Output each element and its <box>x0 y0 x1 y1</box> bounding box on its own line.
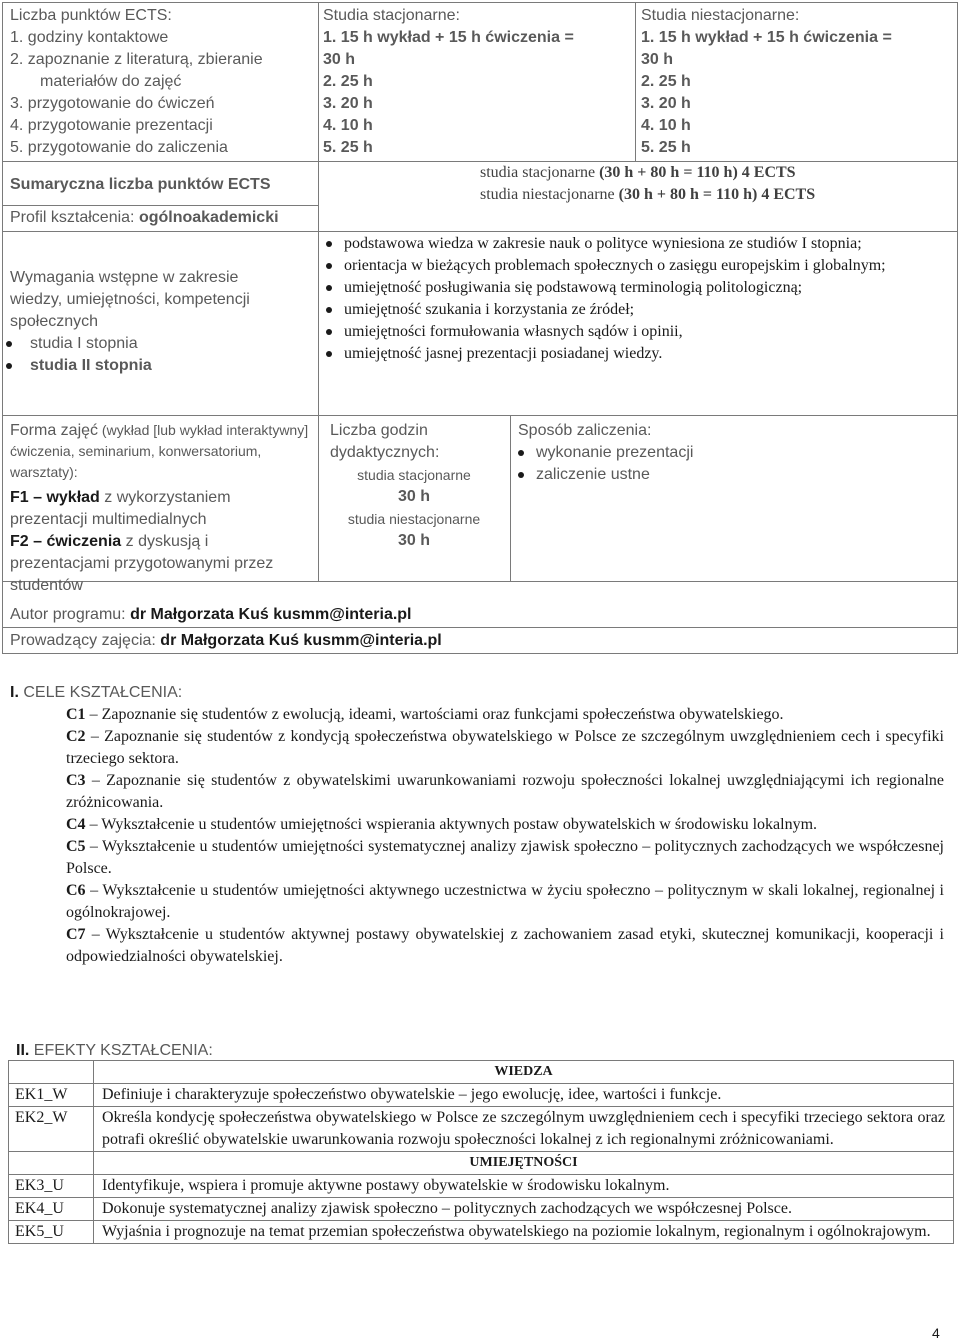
forma-zajec <box>10 420 310 597</box>
hours-item: 30 h <box>323 51 356 68</box>
zaliczenie-item: zaliczenie ustne <box>514 464 954 486</box>
niestacjonarne-title: Studia niestacjonarne: <box>641 7 800 24</box>
sum-label: Sumaryczna liczba punktów ECTS <box>10 176 271 193</box>
level-item: studia II stopnia <box>2 355 310 377</box>
stacjonarne-title: Studia stacjonarne: <box>323 7 460 24</box>
hours-item: 3. 20 h <box>323 95 373 112</box>
hours-item: 3. 20 h <box>641 95 691 112</box>
stacjonarne-hours <box>323 5 633 159</box>
profil-label: Profil kształcenia: <box>10 209 139 226</box>
forma-desc: Forma zajęć (wykład [lub wykład interaktywny] ćwiczenia, seminarium, konwersatorium, warsztaty): <box>10 422 309 480</box>
table-row <box>9 1198 954 1221</box>
study-levels <box>2 333 310 377</box>
autor: Autor programu: dr Małgorzata Kuś kusmm@interia.pl <box>10 606 412 623</box>
table-row <box>9 1175 954 1198</box>
table-row <box>9 1221 954 1244</box>
profil <box>10 207 279 229</box>
sum-values <box>480 162 950 206</box>
hours-item: 4. 10 h <box>323 117 373 134</box>
requirement-item: umiejętności formułowania własnych sądów i opinii, <box>322 321 948 343</box>
effect-text: Określa kondycję społeczeństwa obywatelskiego w Polsce ze szczególnym uwzględnieniem cech i specyfiki trzeciego sektora oraz potrafi określić obywatelskie uwarunkowania rozwoju społeczności lokalnej z ich regionalnymi zróżnicowaniami. <box>94 1107 954 1152</box>
godziny-stac-value: 30 h <box>397 488 430 505</box>
cele-list <box>66 704 944 968</box>
zaliczenie <box>514 420 954 486</box>
godziny-niestac-value: 30 h <box>397 532 430 549</box>
profil-value: ogólnoakademicki <box>138 209 279 226</box>
ects-section <box>10 5 315 159</box>
hours-item: 5. 25 h <box>323 139 373 156</box>
forma-f2: F2 – ćwiczenia z dyskusją i prezentacjami przygotowanymi przez studentów <box>10 533 274 594</box>
cel-item: C1 – Zapoznanie się studentów z ewolucją, ideami, wartościami oraz funkcjami społeczeństwa obywatelskiego. <box>66 706 784 723</box>
hours-item: 1. 15 h wykład + 15 h ćwiczenia = <box>323 29 574 46</box>
ects-label: Liczba punktów ECTS: <box>10 7 172 24</box>
wiedza-header: WIEDZA <box>94 1061 954 1084</box>
hours-item: 5. 25 h <box>641 139 691 156</box>
effect-code: EK2_W <box>9 1107 94 1152</box>
zaliczenie-item: wykonanie prezentacji <box>514 442 954 464</box>
prowadzacy: Prowadzący zajęcia: dr Małgorzata Kuś kusmm@interia.pl <box>10 632 442 649</box>
cel-item: C6 – Wykształcenie u studentów umiejętności aktywnego uczestnictwa w życiu społeczno – politycznym w skali lokalnej, regionalnej i ogólnokrajowej. <box>66 882 944 921</box>
cel-item: C2 – Zapoznanie się studentów z kondycją społeczeństwa obywatelskiego w Polsce ze szczególnym uwzględnieniem cech i specyfiki trzeciego sektora. <box>66 728 944 767</box>
hours-item: 2. 25 h <box>323 73 373 90</box>
effect-code: EK4_U <box>9 1198 94 1221</box>
cel-item: C4 – Wykształcenie u studentów umiejętności wspierania aktywnych postaw obywatelskich w środowisku lokalnym. <box>66 816 818 833</box>
wymagania-label: Wymagania wstępne w zakresie wiedzy, umiejętności, kompetencji społecznych studia I stopnia studia II stopnia <box>10 267 310 377</box>
effect-text: Dokonuje systematycznej analizy zjawisk społeczno – politycznych zachodzących we współczesnej Polsce. <box>94 1198 954 1221</box>
hours-item: 2. 25 h <box>641 73 691 90</box>
effect-code: EK5_U <box>9 1221 94 1244</box>
niestacjonarne-hours <box>641 5 956 159</box>
zaliczenie-list <box>514 442 954 486</box>
forma-f1: F1 – wykład z wykorzystaniem prezentacji multimedialnych <box>10 489 231 528</box>
cele-heading: I. CELE KSZTAŁCENIA: <box>10 684 183 701</box>
cel-item: C3 – Zapoznanie się studentów z obywatelskimi uwarunkowaniami rozwoju społeczności lokalnej uwzględniającymi ich regionalne zróżnicowania. <box>66 772 944 811</box>
ects-item: 1. godziny kontaktowe <box>10 29 169 46</box>
godziny-title: Liczba godzin dydaktycznych: <box>330 422 440 461</box>
hours-item: 1. 15 h wykład + 15 h ćwiczenia = <box>641 29 892 46</box>
efekty-table <box>8 1060 954 1244</box>
ects-item: 4. przygotowanie prezentacji <box>10 117 213 134</box>
requirement-item: umiejętność szukania i korzystania ze źródeł; <box>322 299 948 321</box>
ects-item: 2. zapoznanie z literaturą, zbieranie <box>10 51 263 68</box>
requirement-item: podstawowa wiedza w zakresie nauk o polityce wyniesiona ze studiów I stopnia; <box>322 233 948 255</box>
requirement-item: umiejętność posługiwania się podstawową terminologią politologiczną; <box>322 277 948 299</box>
wymagania-list <box>322 233 948 365</box>
requirement-item: orientacja w bieżących problemach społecznych o zasięgu europejskim i globalnym; <box>322 255 948 277</box>
umiejetnosci-header: UMIEJĘTNOŚCI <box>94 1152 954 1175</box>
requirement-item: umiejętność jasnej prezentacji posiadanej wiedzy. <box>322 343 948 365</box>
table-row <box>9 1084 954 1107</box>
table-row <box>9 1107 954 1152</box>
ects-item: 3. przygotowanie do ćwiczeń <box>10 95 215 112</box>
ects-item: materiałów do zajęć <box>40 73 182 90</box>
effect-code: EK3_U <box>9 1175 94 1198</box>
sum-line-niestacjonarne: studia niestacjonarne (30 h + 80 h = 110 h) 4 ECTS <box>480 186 816 203</box>
zaliczenie-title: Sposób zaliczenia: <box>518 422 652 439</box>
cel-item: C5 – Wykształcenie u studentów umiejętności systematycznej analizy zjawisk społeczno – politycznych zachodzących we współczesnej Polsce. <box>66 838 944 877</box>
cel-item: C7 – Wykształcenie u studentów aktywnej postawy obywatelskiej z zachowaniem zasad etyki, skutecznej komunikacji, kooperacji i odpowiedzialności obywatelskiej. <box>66 926 944 965</box>
hours-item: 4. 10 h <box>641 117 691 134</box>
efekty-heading: II. EFEKTY KSZTAŁCENIA: <box>16 1042 213 1059</box>
effect-code: EK1_W <box>9 1084 94 1107</box>
godziny-stac-label: studia stacjonarne <box>357 467 471 483</box>
sum-line-stacjonarne: studia stacjonarne (30 h + 80 h = 110 h) 4 ECTS <box>480 164 796 181</box>
ects-item: 5. przygotowanie do zaliczenia <box>10 139 228 156</box>
godziny-niestac-label: studia niestacjonarne <box>347 511 481 527</box>
effect-text: Wyjaśnia i prognozuje na temat przemian społeczeństwa obywatelskiego na poziomie lokalnym, regionalnym i ogólnokrajowym. <box>94 1221 954 1244</box>
level-item: studia I stopnia <box>2 333 310 355</box>
page-number: 4 <box>932 1325 940 1341</box>
effect-text: Definiuje i charakteryzuje społeczeństwo obywatelskie – jego ewolucję, idee, wartości i funkcje. <box>94 1084 954 1107</box>
effect-text: Identyfikuje, wspiera i promuje aktywne postawy obywatelskie w środowisku lokalnym. <box>94 1175 954 1198</box>
hours-item: 30 h <box>641 51 674 68</box>
godziny <box>320 420 508 552</box>
